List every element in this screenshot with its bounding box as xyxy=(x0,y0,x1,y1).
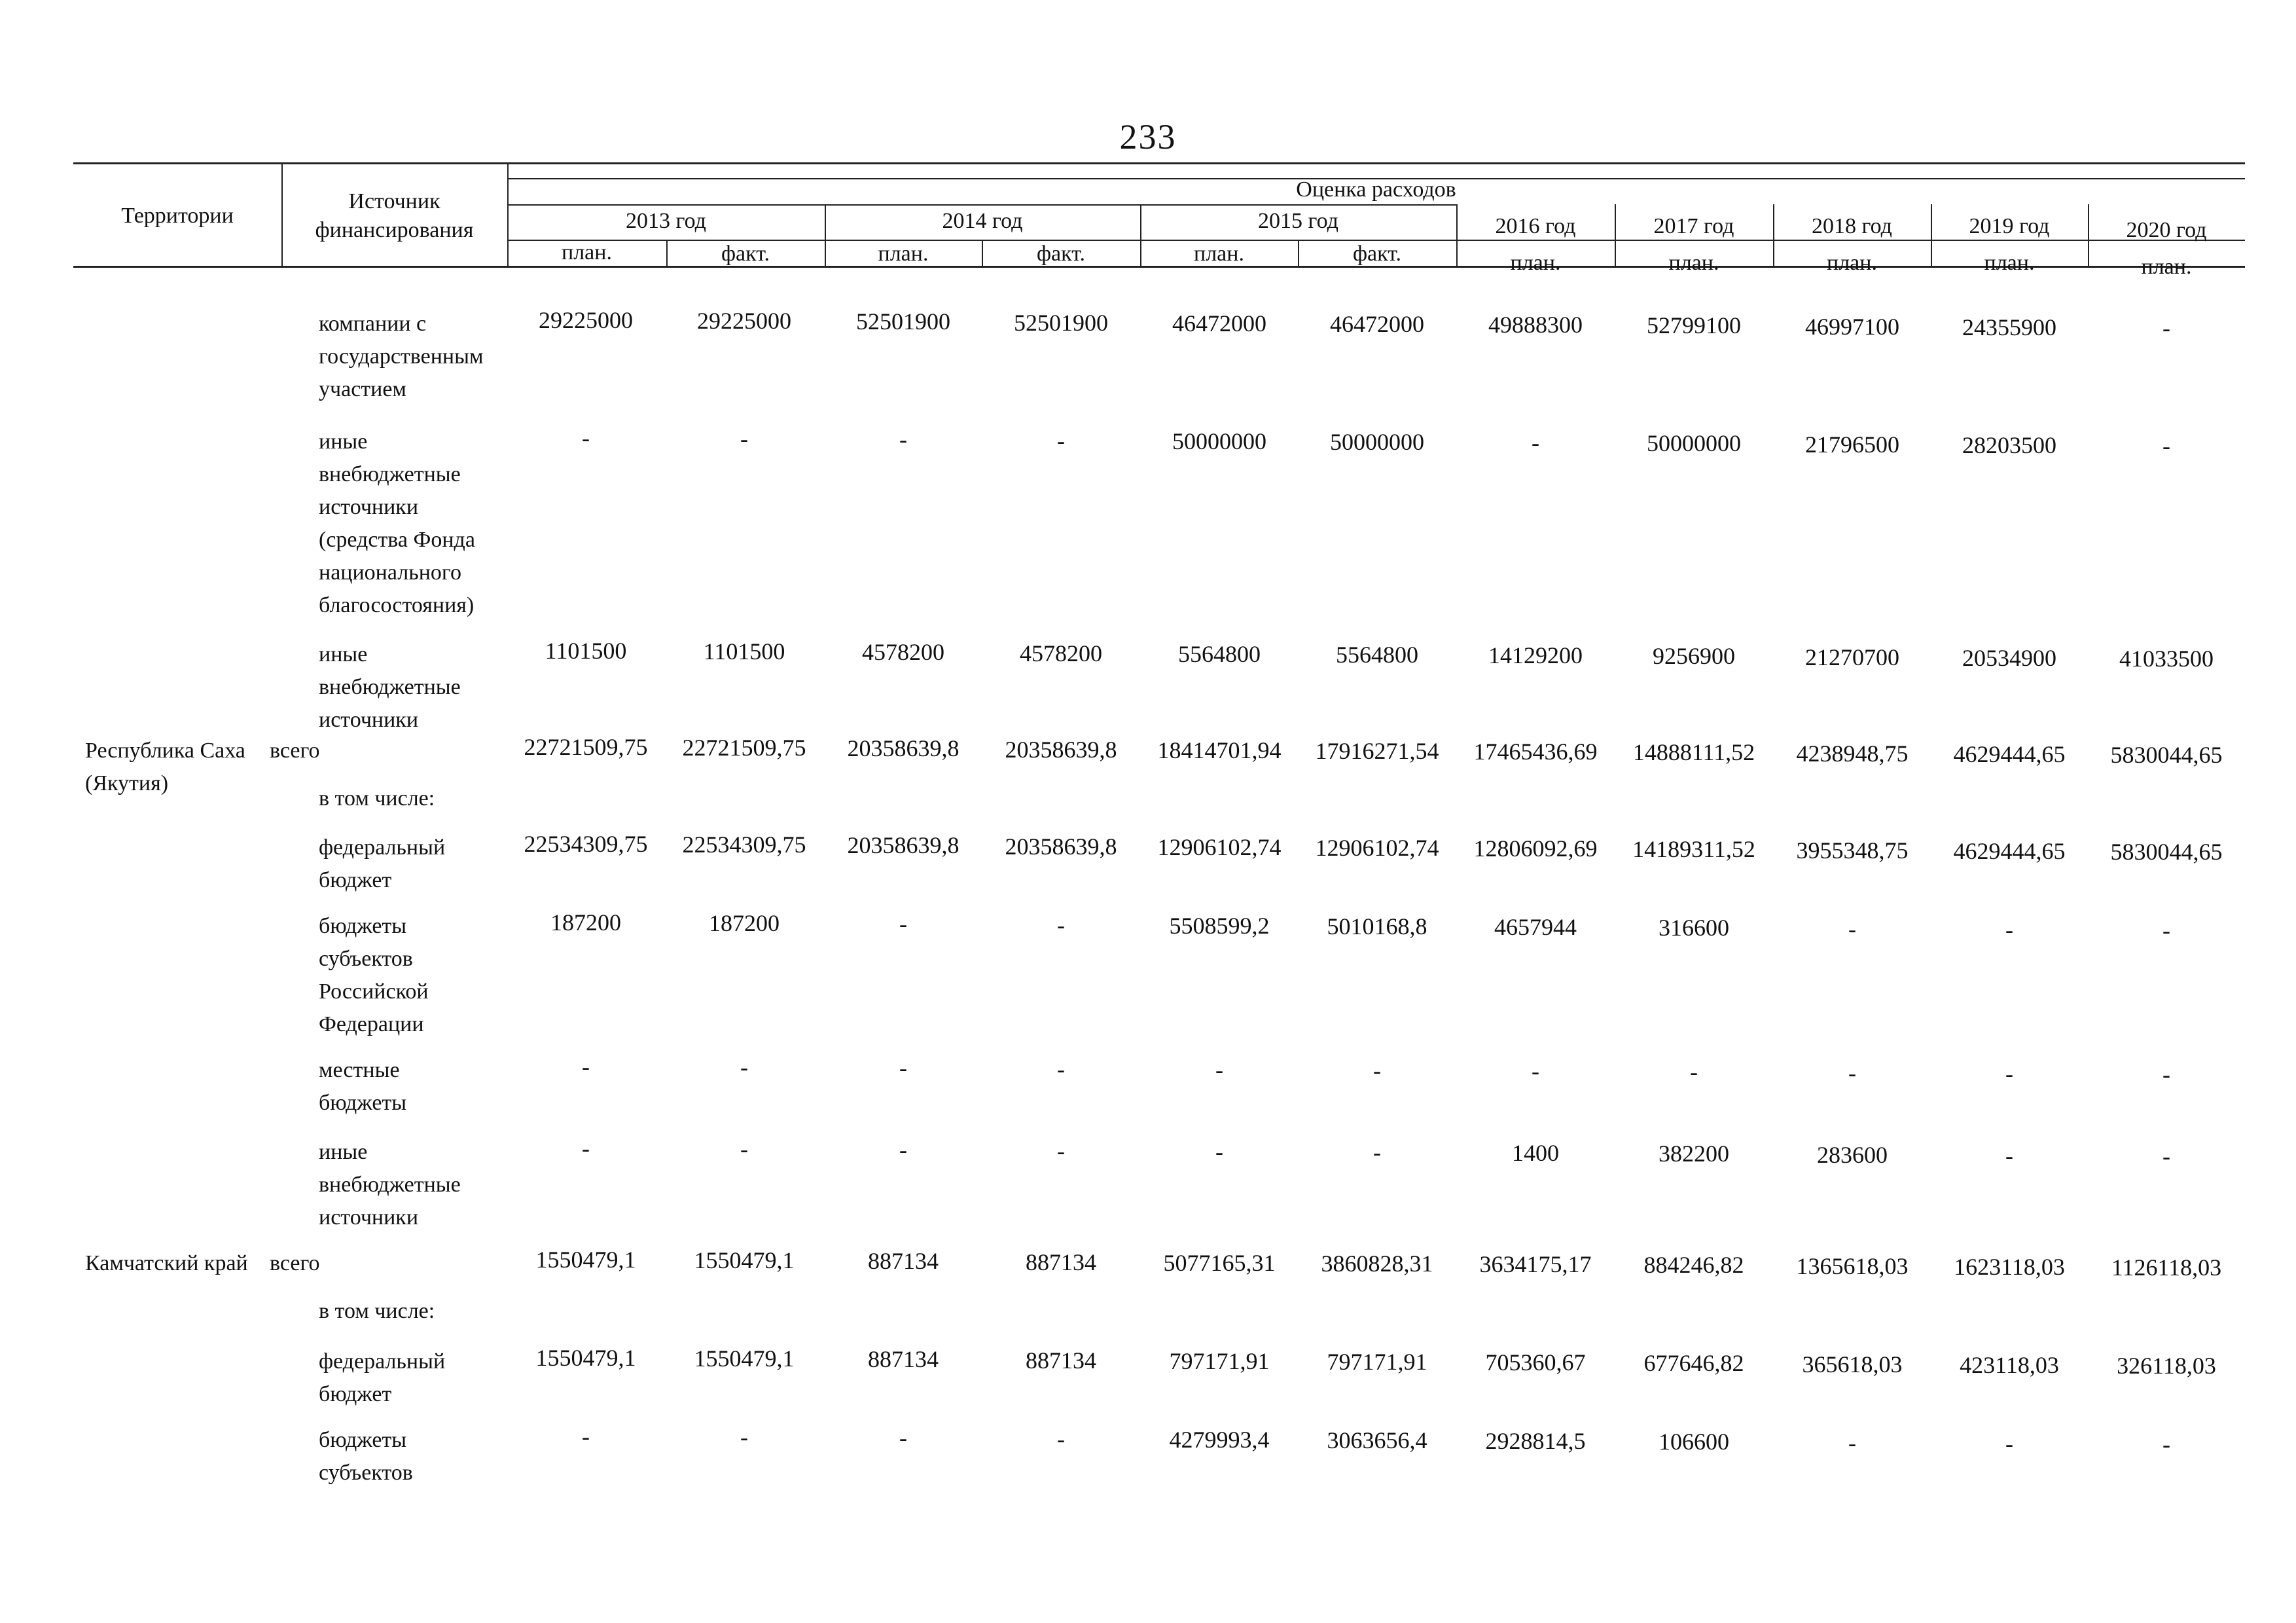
value-cell: 12906102,74 xyxy=(1157,834,1282,860)
header-year: 2019 год xyxy=(1969,214,2050,238)
value-cell: - xyxy=(899,1425,907,1451)
value-cell: - xyxy=(2162,1061,2170,1087)
value-cell: 884246,82 xyxy=(1643,1252,1744,1278)
value-cell: 14129200 xyxy=(1488,642,1583,668)
header-year: 2015 год xyxy=(1258,209,1338,233)
header-year: 2017 год xyxy=(1653,214,1734,238)
source-cell: федеральный бюджет xyxy=(319,1349,446,1406)
header-year: 2018 год xyxy=(1812,214,1892,238)
header-year: 2016 год xyxy=(1495,214,1576,238)
value-cell: 29225000 xyxy=(697,308,791,334)
value-cell: 283600 xyxy=(1817,1142,1888,1168)
value-cell: 326118,03 xyxy=(2117,1353,2216,1379)
value-cell: 5010168,8 xyxy=(1327,913,1427,939)
value-cell: 14888111,52 xyxy=(1632,739,1755,765)
value-cell: 187200 xyxy=(709,910,780,936)
value-cell: - xyxy=(1373,1139,1381,1165)
value-cell: - xyxy=(2162,1143,2170,1169)
value-cell: 705360,67 xyxy=(1485,1349,1586,1376)
header-year: 2014 год xyxy=(942,209,1023,233)
value-cell: - xyxy=(582,1053,590,1080)
value-cell: - xyxy=(2005,917,2013,943)
value-cell: 887134 xyxy=(868,1248,939,1274)
value-cell: - xyxy=(1057,1426,1065,1452)
value-cell: 2928814,5 xyxy=(1485,1428,1586,1454)
value-cell: 1126118,03 xyxy=(2111,1254,2222,1281)
value-cell: - xyxy=(899,1137,907,1163)
value-cell: 1101500 xyxy=(545,638,627,664)
value-cell: - xyxy=(582,1135,590,1161)
value-cell: 1550479,1 xyxy=(694,1345,795,1372)
source-cell: местные бюджеты xyxy=(319,1058,407,1115)
source-cell: иные внебюджетные источники xyxy=(319,1140,461,1230)
value-cell: 29225000 xyxy=(539,307,633,333)
value-cell: 49888300 xyxy=(1488,312,1583,338)
value-cell: 1400 xyxy=(1512,1140,1559,1166)
value-cell: 365618,03 xyxy=(1802,1351,1903,1377)
value-cell: 1550479,1 xyxy=(535,1247,636,1273)
value-cell: 5508599,2 xyxy=(1169,913,1270,939)
value-cell: 20534900 xyxy=(1962,645,2056,671)
header-plan: план. xyxy=(1510,251,1561,275)
source-cell: бюджеты субъектов xyxy=(319,1428,413,1485)
value-cell: 24355900 xyxy=(1962,314,2056,340)
value-cell: - xyxy=(1690,1059,1698,1085)
source-cell: всего xyxy=(270,739,320,763)
value-cell: 52501900 xyxy=(1014,310,1108,336)
value-cell: - xyxy=(1532,429,1539,456)
source-cell: федеральный бюджет xyxy=(319,835,446,892)
source-cell: иные внебюджетные источники xyxy=(319,642,461,732)
source-cell: компании с государственным участием xyxy=(319,312,484,401)
value-cell: 887134 xyxy=(1026,1347,1096,1374)
value-cell: - xyxy=(1057,1056,1065,1082)
source-cell: в том числе: xyxy=(319,1299,435,1323)
value-cell: - xyxy=(1848,1430,1856,1456)
value-cell: 17916271,54 xyxy=(1315,738,1439,764)
value-cell: 50000000 xyxy=(1330,429,1424,455)
value-cell: 46997100 xyxy=(1805,314,1899,340)
value-cell: - xyxy=(899,1055,907,1081)
value-cell: 677646,82 xyxy=(1643,1350,1744,1376)
source-cell: в том числе: xyxy=(319,786,435,811)
value-cell: 17465436,69 xyxy=(1473,739,1598,765)
value-cell: 5077165,31 xyxy=(1163,1250,1276,1276)
value-cell: - xyxy=(899,911,907,937)
value-cell: - xyxy=(1848,1060,1856,1086)
value-cell: 3063656,4 xyxy=(1327,1427,1427,1453)
value-cell: 20358639,8 xyxy=(1005,833,1117,860)
value-cell: 4238948,75 xyxy=(1796,740,1909,767)
value-cell: 1101500 xyxy=(703,638,785,665)
value-cell: 21270700 xyxy=(1805,644,1899,670)
value-cell: 1623118,03 xyxy=(1954,1254,2065,1280)
value-cell: - xyxy=(1848,916,1856,942)
value-cell: - xyxy=(2162,315,2170,341)
value-cell: - xyxy=(2162,433,2170,459)
value-cell: - xyxy=(740,426,748,452)
value-cell: 382200 xyxy=(1659,1140,1729,1167)
header-fact: факт. xyxy=(1353,242,1401,266)
value-cell: - xyxy=(1057,1138,1065,1164)
source-cell: иные внебюджетные источники (средства Фонда национального благосостояния) xyxy=(319,429,475,617)
value-cell: 1550479,1 xyxy=(535,1345,636,1371)
value-cell: 14189311,52 xyxy=(1632,836,1755,862)
value-cell: - xyxy=(1057,912,1065,938)
value-cell: - xyxy=(2005,1142,2013,1169)
value-cell: 21796500 xyxy=(1805,431,1899,458)
value-cell: 5564800 xyxy=(1336,642,1418,668)
value-cell: - xyxy=(1057,428,1065,454)
years-rule xyxy=(507,204,1456,206)
value-cell: 50000000 xyxy=(1172,428,1266,454)
value-cell: 1550479,1 xyxy=(694,1247,795,1273)
value-cell: 18414701,94 xyxy=(1157,737,1282,763)
value-cell: - xyxy=(740,1054,748,1080)
header-plan: план. xyxy=(2141,255,2192,279)
value-cell: - xyxy=(1532,1058,1539,1084)
header-top-rule xyxy=(73,162,2245,164)
value-cell: - xyxy=(1215,1057,1223,1083)
value-cell: 797171,91 xyxy=(1327,1349,1427,1375)
header-expenses: Оценка расходов xyxy=(1296,177,1456,202)
header-plan: план. xyxy=(1194,242,1244,266)
value-cell: - xyxy=(1215,1139,1223,1165)
value-cell: 46472000 xyxy=(1330,311,1424,337)
value-cell: 20358639,8 xyxy=(1005,737,1117,763)
value-cell: 22721509,75 xyxy=(524,734,648,760)
value-cell: 4629444,65 xyxy=(1953,741,2066,767)
value-cell: 20358639,8 xyxy=(847,735,960,761)
header-fact: факт. xyxy=(721,242,770,266)
source-cell: всего xyxy=(270,1251,320,1275)
header-territories: Территории xyxy=(121,204,234,228)
page-number: 233 xyxy=(1119,117,1177,156)
value-cell: 12806092,69 xyxy=(1473,835,1598,862)
value-cell: 4279993,4 xyxy=(1169,1427,1270,1453)
source-cell: бюджеты субъектов Российской Федерации xyxy=(319,914,429,1036)
value-cell: 52799100 xyxy=(1647,312,1741,338)
value-cell: 5830044,65 xyxy=(2110,839,2223,865)
value-cell: 106600 xyxy=(1659,1429,1729,1455)
header-plan: план. xyxy=(1827,251,1877,275)
header-source: Источник финансирования xyxy=(315,189,474,242)
value-cell: 28203500 xyxy=(1962,432,2056,458)
value-cell: 4629444,65 xyxy=(1953,838,2066,864)
value-cell: - xyxy=(899,426,907,452)
territory-cell: Камчатский край xyxy=(85,1251,248,1275)
value-cell: 316600 xyxy=(1659,915,1729,941)
value-cell: 20358639,8 xyxy=(847,832,960,858)
value-cell: 41033500 xyxy=(2119,646,2214,672)
value-cell: 9256900 xyxy=(1653,643,1735,669)
territory-cell: Республика Саха (Якутия) xyxy=(85,739,245,795)
value-cell: 50000000 xyxy=(1647,430,1741,456)
value-cell: 52501900 xyxy=(856,308,950,335)
value-cell: 3955348,75 xyxy=(1796,837,1909,864)
header-year: 2013 год xyxy=(626,209,706,233)
header-fact: факт. xyxy=(1037,242,1085,266)
value-cell: 1365618,03 xyxy=(1796,1253,1909,1279)
value-cell: 5830044,65 xyxy=(2110,742,2223,768)
value-cell: - xyxy=(582,1423,590,1450)
value-cell: 12906102,74 xyxy=(1315,835,1439,861)
value-cell: - xyxy=(2162,917,2170,943)
value-cell: - xyxy=(740,1136,748,1162)
value-cell: 22534309,75 xyxy=(682,831,806,858)
value-cell: 3634175,17 xyxy=(1479,1251,1592,1277)
value-cell: 887134 xyxy=(868,1346,939,1372)
value-cell: - xyxy=(1373,1057,1381,1084)
header-plan: план. xyxy=(562,240,612,264)
value-cell: - xyxy=(740,1424,748,1450)
value-cell: 5564800 xyxy=(1178,641,1261,667)
value-cell: 4657944 xyxy=(1494,914,1577,940)
value-cell: 887134 xyxy=(1026,1249,1096,1275)
header-plan: план. xyxy=(1668,251,1719,275)
value-cell: - xyxy=(582,425,590,451)
value-cell: 423118,03 xyxy=(1960,1352,2059,1378)
header-year: 2020 год xyxy=(2126,218,2207,242)
value-cell: 187200 xyxy=(550,909,621,936)
value-cell: - xyxy=(2005,1431,2013,1457)
value-cell: 22721509,75 xyxy=(682,735,806,761)
value-cell: 4578200 xyxy=(1020,640,1102,666)
value-cell: 4578200 xyxy=(862,639,944,665)
value-cell: 3860828,31 xyxy=(1321,1250,1433,1277)
header-plan: план. xyxy=(878,242,929,266)
value-cell: 22534309,75 xyxy=(524,831,648,857)
value-cell: - xyxy=(2162,1431,2170,1457)
value-cell: - xyxy=(2005,1061,2013,1087)
header-plan: план. xyxy=(1984,251,2035,275)
value-cell: 797171,91 xyxy=(1169,1348,1270,1374)
value-cell: 46472000 xyxy=(1172,310,1266,337)
